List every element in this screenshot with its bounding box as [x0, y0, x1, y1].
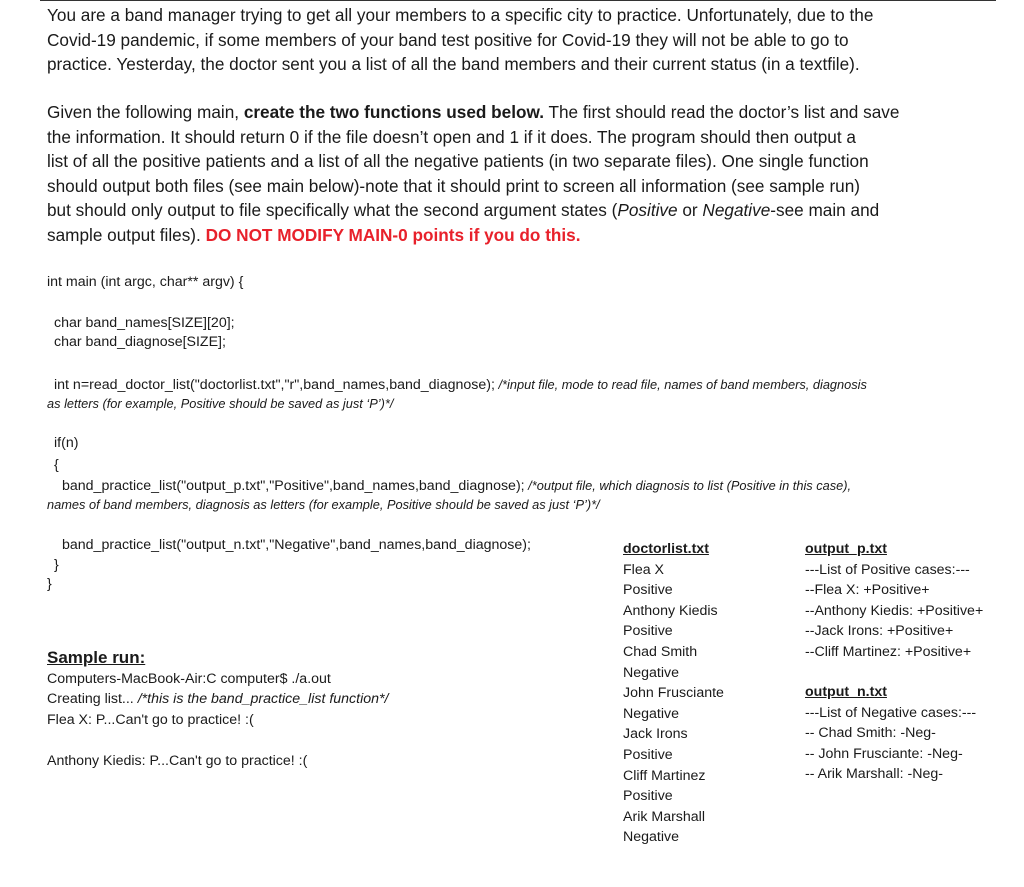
output-n-line: -- Chad Smith: -Neg- — [805, 725, 936, 742]
top-rule — [40, 0, 996, 1]
doctorlist-line: Negative — [623, 664, 679, 681]
doctorlist-line: Anthony Kiedis — [623, 602, 718, 619]
task-line-5: but should only output to file specifically what the second argument states (Positive or Negative-see main and — [47, 200, 880, 221]
doctorlist-line: Negative — [623, 705, 679, 722]
code-decl: char band_diagnose[SIZE]; — [54, 334, 226, 350]
output-p-line: --Jack Irons: +Positive+ — [805, 623, 954, 640]
output-p-line: --Flea X: +Positive+ — [805, 582, 930, 599]
task-line-3: list of all the positive patients and a list of all the negative patients (in two separate files). One single function — [47, 151, 869, 172]
doctorlist-file — [623, 539, 724, 848]
doctorlist-line: Jack Irons — [623, 726, 688, 743]
doctorlist-line: Positive — [623, 623, 673, 640]
task-line-2: the information. It should return 0 if the file doesn’t open and 1 if it does. The program should then output a — [47, 126, 856, 147]
open-brace: { — [54, 457, 59, 473]
task-line-6: sample output files). DO NOT MODIFY MAIN-0 points if you do this. — [47, 224, 581, 245]
doctorlist-line: Flea X — [623, 561, 665, 578]
sample-run-line: Creating list... /*this is the band_practice_list function*/ — [47, 691, 389, 707]
task-line-4: should output both files (see main below)-note that it should print to screen all information (see sample run) — [47, 175, 861, 196]
output-n-line: ---List of Negative cases:--- — [805, 704, 977, 721]
close-brace-inner: } — [54, 557, 59, 573]
task-line-1: Given the following main, create the two functions used below. The first should read the doctor’s list and save — [47, 102, 900, 122]
output-n-line: -- Arik Marshall: -Neg- — [805, 766, 943, 783]
doctorlist-line: Cliff Martinez — [623, 767, 706, 784]
doctorlist-line: Positive — [623, 582, 673, 599]
sample-run-title: Sample run: — [47, 648, 146, 667]
intro-line: Covid-19 pandemic, if some members of your band test positive for Covid-19 they will not be able to go to — [47, 29, 849, 50]
practice-positive-line: band_practice_list("output_p.txt","Positive",band_names,band_diagnose); /*output file, which diagnosis to list (Positive in this case), — [62, 478, 852, 494]
intro-line: practice. Yesterday, the doctor sent you a list of all the band members and their current status (in a textfile). — [47, 54, 860, 75]
main-signature: int main (int argc, char** argv) { — [47, 274, 244, 290]
doctorlist-line: Negative — [623, 829, 679, 846]
close-brace-outer: } — [47, 576, 52, 592]
sample-run-line: Flea X: P...Can't go to practice! :( — [47, 712, 254, 728]
output-p-title: output_p.txt — [805, 541, 887, 557]
doctorlist-line: Arik Marshall — [623, 808, 705, 825]
warning-text: DO NOT MODIFY MAIN-0 points if you do this. — [205, 224, 581, 245]
doctorlist-line: Chad Smith — [623, 643, 698, 660]
practice-negative-line: band_practice_list("output_n.txt","Negative",band_names,band_diagnose); — [62, 537, 531, 553]
output-n-file — [805, 682, 976, 785]
sample-run-line: Anthony Kiedis: P...Can't go to practice! :( — [47, 753, 308, 769]
doctorlist-title: doctorlist.txt — [623, 541, 709, 557]
output-p-file — [805, 539, 983, 663]
intro-line: You are a band manager trying to get all your members to a specific city to practice. Unfortunately, due to the — [47, 5, 874, 25]
output-p-line: --Anthony Kiedis: +Positive+ — [805, 602, 984, 619]
sample-run-line: Computers-MacBook-Air:C computer$ ./a.out — [47, 671, 331, 687]
intro-paragraph — [47, 3, 987, 77]
if-line: if(n) — [54, 435, 79, 451]
output-n-line: -- John Frusciante: -Neg- — [805, 745, 963, 762]
code-decl: char band_names[SIZE][20]; — [54, 315, 235, 331]
doctorlist-line: Positive — [623, 746, 673, 763]
read-call-line: int n=read_doctor_list("doctorlist.txt","r",band_names,band_diagnose); /*input file, mode to read file, names of band members, diagnosis — [54, 377, 867, 393]
read-comment: as letters (for example, Positive should be saved as just ‘P’)*/ — [47, 396, 394, 411]
doctorlist-line: Positive — [623, 788, 673, 805]
output-n-title: output_n.txt — [805, 684, 887, 700]
task-paragraph — [47, 100, 987, 248]
practice-comment: names of band members, diagnosis as letters (for example, Positive should be saved as just ‘P’)*/ — [47, 497, 600, 512]
doctorlist-line: John Frusciante — [623, 685, 724, 702]
output-p-line: ---List of Positive cases:--- — [805, 561, 970, 578]
output-p-line: --Cliff Martinez: +Positive+ — [805, 643, 972, 660]
